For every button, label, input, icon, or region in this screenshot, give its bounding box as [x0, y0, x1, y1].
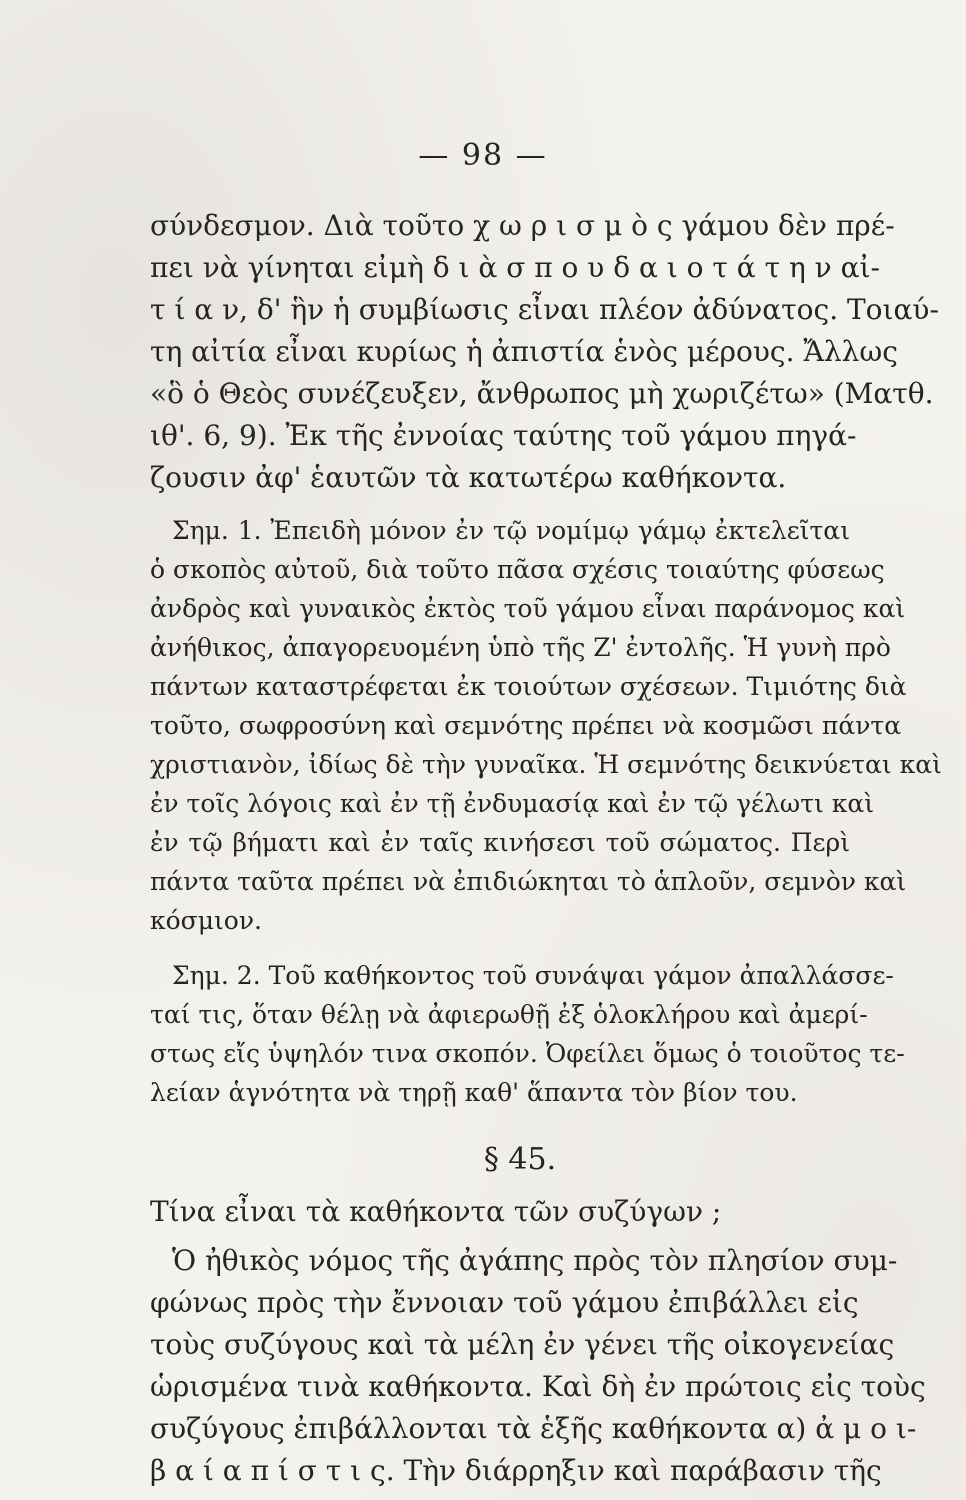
paragraph-main-2 [150, 1240, 926, 1492]
section-heading: § 45. [483, 1142, 557, 1177]
note-line: λείαν ἁγνότητα νὰ τηρῇ καθ' ἅπαντα τὸν βίον του. [150, 1078, 798, 1107]
note-line: πάντα ταῦτα πρέπει νὰ ἐπιδιώκηται τὸ ἁπλοῦν, σεμνὸν καὶ [150, 867, 907, 896]
paragraph-main-1 [150, 205, 939, 499]
section-question: Τίνα εἶναι τὰ καθήκοντα τῶν συζύγων ; [150, 1195, 722, 1228]
note-line: χριστιανὸν, ἰδίως δὲ τὴν γυναῖκα. Ἡ σεμνότης δεικνύεται καὶ [150, 750, 942, 779]
text-line: πει νὰ γίνηται εἰμὴ δ ι ὰ σ π ο υ δ α ι ο τ ά τ η ν αἰ- [150, 251, 880, 284]
note-line: ταί τις, ὅταν θέλῃ νὰ ἀφιερωθῇ ἐξ ὁλοκλήρου καὶ ἀμερί- [150, 1000, 868, 1029]
note-line: τοῦτο, σωφροσύνη καὶ σεμνότης πρέπει νὰ κοσμῶσι πάντα [150, 711, 902, 740]
text-line: συζύγους ἐπιβάλλονται τὰ ἑξῆς καθήκοντα α) ἀ μ ο ι- [150, 1412, 917, 1445]
note-line: Σημ. 1. Ἐπειδὴ μόνον ἐν τῷ νομίμῳ γάμῳ ἐκτελεῖται [172, 516, 850, 545]
note-line: ὁ σκοπὸς αὐτοῦ, διὰ τοῦτο πᾶσα σχέσις τοιαύτης φύσεως [150, 555, 885, 584]
note-line: πάντων καταστρέφεται ἐκ τοιούτων σχέσεων. Τιμιότης διὰ [150, 672, 907, 701]
note-line: κόσμιον. [150, 906, 262, 935]
text-line: τ ί α ν, δ' ἣν ἡ συμβίωσις εἶναι πλέον ἀδύνατος. Τοιαύ- [150, 293, 939, 326]
note-line: στως εἴς ὑψηλόν τινα σκοπόν. Ὀφείλει ὅμως ὁ τοιοῦτος τε- [150, 1039, 905, 1068]
text-line: ζουσιν ἀφ' ἑαυτῶν τὰ κατωτέρω καθήκοντα. [150, 461, 787, 494]
text-line: τοὺς συζύγους καὶ τὰ μέλη ἐν γένει τῆς οἰκογενείας [150, 1328, 895, 1361]
note-1 [150, 511, 942, 940]
text-line: Ὁ ἠθικὸς νόμος τῆς ἀγάπης πρὸς τὸν πλησίον συμ- [172, 1244, 898, 1277]
note-line: ἀνήθικος, ἀπαγορευομένη ὑπὸ τῆς Ζ' ἐντολῆς. Ἡ γυνὴ πρὸ [150, 633, 891, 662]
text-line: σύνδεσμον. Διὰ τοῦτο χ ω ρ ι σ μ ὸ ς γάμου δὲν πρέ- [150, 209, 895, 242]
text-line: φώνως πρὸς τὴν ἔννοιαν τοῦ γάμου ἐπιβάλλει εἰς [150, 1286, 859, 1319]
note-2 [150, 956, 905, 1112]
note-line: Σημ. 2. Τοῦ καθήκοντος τοῦ συνάψαι γάμον ἀπαλλάσσε- [172, 961, 894, 990]
text-line: «ὃ ὁ Θεὸς συνέζευξεν, ἄνθρωπος μὴ χωριζέτω» (Ματθ. [150, 377, 934, 410]
text-line: ὡρισμένα τινὰ καθήκοντα. Καὶ δὴ ἐν πρώτοις εἰς τοὺς [150, 1370, 926, 1403]
page-content [150, 205, 942, 1492]
note-line: ἀνδρὸς καὶ γυναικὸς ἐκτὸς τοῦ γάμου εἶναι παράνομος καὶ [150, 594, 906, 623]
text-line: τη αἰτία εἶναι κυρίως ἡ ἀπιστία ἑνὸς μέρους. Ἄλλως [150, 335, 898, 368]
text-line: β α ί α π ί σ τ ι ς. Τὴν διάρρηξιν καὶ παράβασιν τῆς [150, 1454, 882, 1487]
page-number: — 98 — [418, 138, 548, 173]
note-line: ἐν τοῖς λόγοις καὶ ἐν τῇ ἐνδυμασίᾳ καὶ ἐν τῷ γέλωτι καὶ [150, 789, 875, 818]
text-line: ιθ'. 6, 9). Ἐκ τῆς ἐννοίας ταύτης τοῦ γάμου πηγά- [150, 419, 857, 452]
note-line: ἐν τῷ βήματι καὶ ἐν ταῖς κινήσεσι τοῦ σώματος. Περὶ [150, 828, 850, 857]
